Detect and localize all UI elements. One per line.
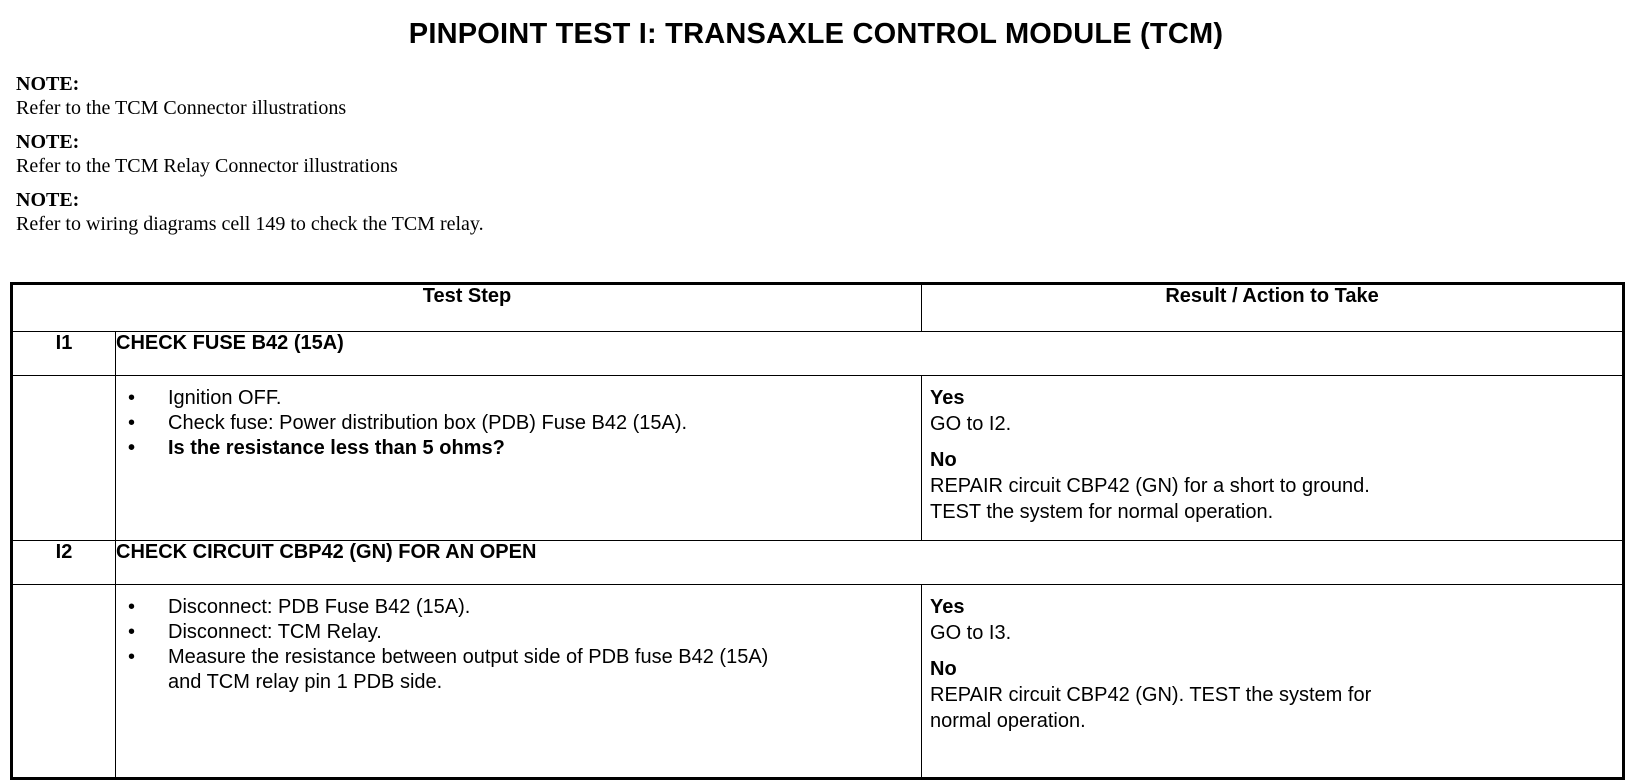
step-body-row [12,585,1624,779]
step-instructions [116,376,922,541]
step-instructions [116,585,922,779]
step-header-row [12,541,1624,585]
step-bullet-line: Measure the resistance between output side of PDB fuse B42 (15A) [168,646,769,668]
step-bullet [116,645,921,695]
step-question: • Is the resistance less than 5 ohms? [116,436,921,461]
step-bullet: • Ignition OFF. [116,386,921,411]
yes-label: Yes [930,387,965,409]
step-spacer-cell [12,376,116,541]
no-action: TEST the system for normal operation. [930,501,1274,523]
step-result [922,376,1624,541]
step-id: I2 [12,541,116,585]
step-body-row [12,376,1624,541]
note-text: Refer to the TCM Relay Connector illustrations [16,155,398,177]
step-bullet: • Disconnect: PDB Fuse B42 (15A). [116,595,921,620]
note-label: NOTE: [16,189,80,211]
note-1 [16,72,1616,120]
step-bullet-line: and TCM relay pin 1 PDB side. [168,671,443,693]
step-title: CHECK FUSE B42 (15A) [116,332,1624,376]
header-test-step: Test Step [12,284,922,332]
yes-label: Yes [930,596,965,618]
yes-action: GO to I3. [930,622,1012,644]
no-label: No [930,658,957,680]
note-3 [16,188,1616,236]
no-action: normal operation. [930,710,1086,732]
step-id: I1 [12,332,116,376]
step-result [922,585,1624,779]
no-label: No [930,449,957,471]
pinpoint-test-table [10,282,1625,780]
note-text: Refer to wiring diagrams cell 149 to check the TCM relay. [16,213,484,235]
note-2 [16,130,1616,178]
no-action: REPAIR circuit CBP42 (GN) for a short to ground. [930,475,1370,497]
step-bullet: • Disconnect: TCM Relay. [116,620,921,645]
page-title: PINPOINT TEST I: TRANSAXLE CONTROL MODULE (TCM) [408,18,1224,50]
no-action: REPAIR circuit CBP42 (GN). TEST the system for [930,684,1372,706]
step-spacer-cell [12,585,116,779]
header-result: Result / Action to Take [922,284,1624,332]
table-header-row [12,284,1624,332]
yes-action: GO to I2. [930,413,1012,435]
step-bullet: • Check fuse: Power distribution box (PDB) Fuse B42 (15A). [116,411,921,436]
note-label: NOTE: [16,73,80,95]
step-header-row [12,332,1624,376]
note-text: Refer to the TCM Connector illustrations [16,97,347,119]
note-label: NOTE: [16,131,80,153]
notes-section [16,72,1616,246]
step-title: CHECK CIRCUIT CBP42 (GN) FOR AN OPEN [116,541,1624,585]
